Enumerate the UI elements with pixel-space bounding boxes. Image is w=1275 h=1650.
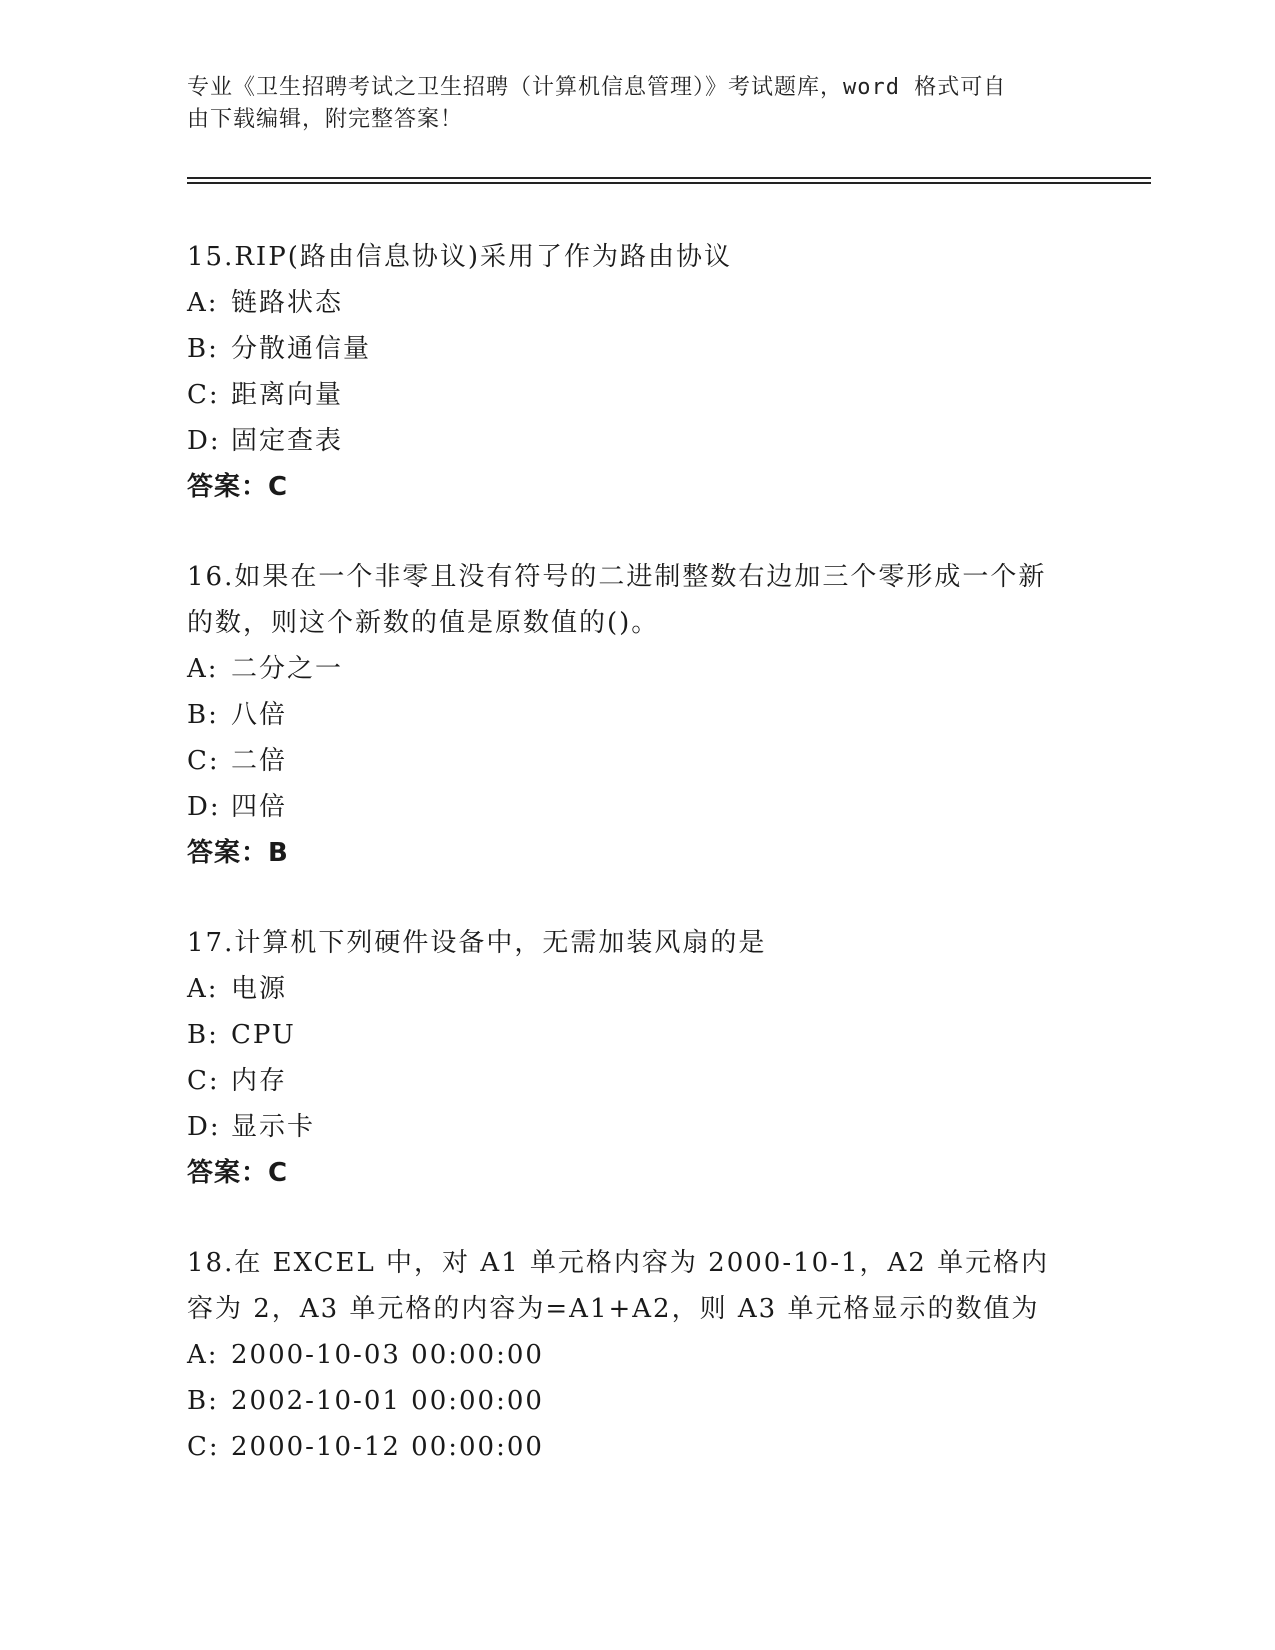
option-b <box>187 692 1087 738</box>
option-text: CPU <box>231 1020 296 1050</box>
option-b <box>187 1378 1087 1424</box>
question-stem: 18.在 EXCEL 中，对 A1 单元格内容为 2000-10-1，A2 单元格内容为 2，A3 单元格的内容为=A1+A2，则 A3 单元格显示的数值为 <box>187 1248 1050 1324</box>
option-a <box>187 646 1087 692</box>
option-key: C: <box>187 380 220 410</box>
option-b <box>187 1012 1087 1058</box>
option-a <box>187 966 1087 1012</box>
option-a <box>187 280 1087 326</box>
option-c <box>187 1424 1087 1470</box>
option-key: D: <box>187 1112 221 1142</box>
option-text: 距离向量 <box>231 380 344 410</box>
option-key: A: <box>187 1340 219 1370</box>
option-text: 内存 <box>231 1066 288 1096</box>
option-d <box>187 784 1087 830</box>
answer-line: 答案：B <box>187 838 289 868</box>
option-text: 2000-10-12 00:00:00 <box>231 1432 544 1462</box>
option-d <box>187 418 1087 464</box>
option-text: 分散通信量 <box>231 334 372 364</box>
question-15 <box>187 234 1087 510</box>
option-text: 2002-10-01 00:00:00 <box>231 1386 544 1416</box>
question-stem: 16.如果在一个非零且没有符号的二进制整数右边加三个零形成一个新的数，则这个新数的值是原数值的()。 <box>187 562 1047 638</box>
option-key: C: <box>187 1066 220 1096</box>
option-c <box>187 372 1087 418</box>
option-text: 二倍 <box>231 746 288 776</box>
option-text: 2000-10-03 00:00:00 <box>231 1340 544 1370</box>
option-key: A: <box>187 654 219 684</box>
option-text: 四倍 <box>231 792 288 822</box>
option-text: 八倍 <box>231 700 288 730</box>
question-17 <box>187 920 1087 1196</box>
option-d <box>187 1104 1087 1150</box>
document-header <box>187 72 1067 136</box>
header-rule-bottom <box>187 182 1151 184</box>
option-key: B: <box>187 334 219 364</box>
header-line-1: 专业《卫生招聘考试之卫生招聘（计算机信息管理）》考试题库，word 格式可自 <box>187 75 1007 100</box>
option-key: D: <box>187 792 221 822</box>
question-18 <box>187 1240 1087 1470</box>
option-b <box>187 326 1087 372</box>
option-key: A: <box>187 288 219 318</box>
option-c <box>187 1058 1087 1104</box>
option-key: B: <box>187 1386 219 1416</box>
option-key: B: <box>187 700 219 730</box>
option-text: 二分之一 <box>231 654 344 684</box>
question-stem: 17.计算机下列硬件设备中，无需加装风扇的是 <box>187 928 767 958</box>
header-line-2: 由下载编辑，附完整答案！ <box>187 107 464 132</box>
option-key: B: <box>187 1020 219 1050</box>
question-stem: 15.RIP(路由信息协议)采用了作为路由协议 <box>187 242 732 272</box>
option-key: C: <box>187 1432 220 1462</box>
option-key: A: <box>187 974 219 1004</box>
header-rule-top <box>187 177 1151 179</box>
option-c <box>187 738 1087 784</box>
answer-line: 答案：C <box>187 1158 289 1188</box>
option-text: 显示卡 <box>231 1112 316 1142</box>
option-key: C: <box>187 746 220 776</box>
option-text: 链路状态 <box>231 288 344 318</box>
answer-line: 答案：C <box>187 472 289 502</box>
option-text: 固定查表 <box>231 426 344 456</box>
option-a <box>187 1332 1087 1378</box>
option-text: 电源 <box>231 974 288 1004</box>
option-key: D: <box>187 426 221 456</box>
question-16 <box>187 554 1087 876</box>
